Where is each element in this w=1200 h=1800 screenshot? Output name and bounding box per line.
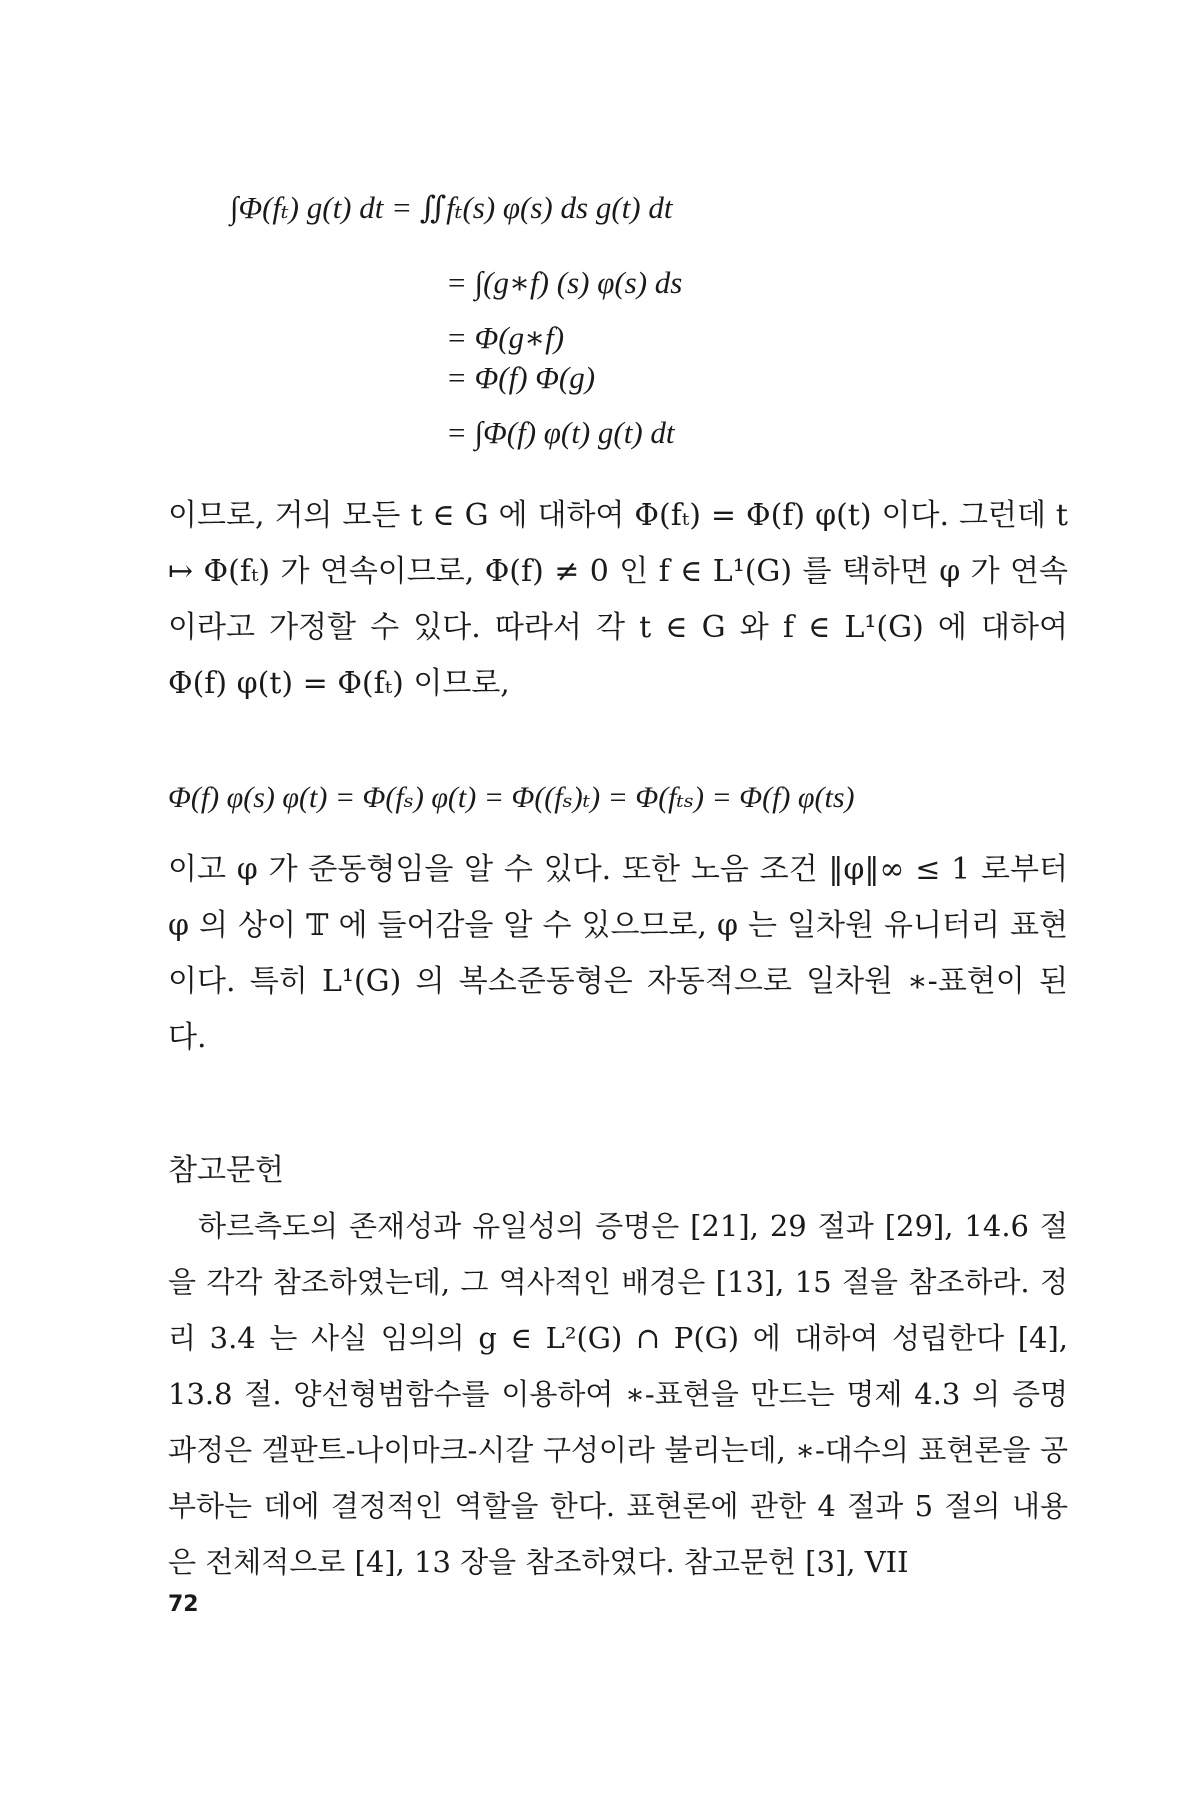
equation-line-4: = Φ(f) Φ(g) <box>446 360 596 395</box>
equation-line-1: ∫Φ(fₜ) g(t) dt = ∬fₜ(s) φ(s) ds g(t) dt <box>230 190 673 225</box>
display-equation: Φ(f) φ(s) φ(t) = Φ(fₛ) φ(t) = Φ((fₛ)ₜ) = Φ(fₜₛ) = Φ(f) φ(ts) <box>168 781 855 814</box>
paragraph-1-text: 이므로, 거의 모든 t ∈ G 에 대하여 Φ(fₜ) = Φ(f) φ(t) 이다. 그런데 t ↦ Φ(fₜ) 가 연속이므로, Φ(f) ≠ 0 인 f ∈ L¹(G) 를 택하면 φ 가 연속이라고 가정할 수 있다. 따라서 각 t ∈ G 와 f ∈ L¹(G) 에 대하여 Φ(f) φ(t) = Φ(fₜ) 이므로, <box>168 498 1068 701</box>
equation-line-2: = ∫(g∗f) (s) φ(s) ds <box>446 265 683 300</box>
equation-line-5: = ∫Φ(f) φ(t) g(t) dt <box>446 415 675 450</box>
page-number: 72 <box>168 1592 199 1617</box>
paragraph-2 <box>168 842 1068 1066</box>
equation-line-3: = Φ(g∗f) <box>446 320 565 355</box>
references-heading: 참고문헌 <box>168 1153 284 1188</box>
references-text: 하르측도의 존재성과 유일성의 증명은 [21], 29 절과 [29], 14.6 절을 각각 참조하였는데, 그 역사적인 배경은 [13], 15 절을 참조하라. 정리 3.4 는 사실 임의의 g ∈ L²(G) ∩ P(G) 에 대하여 성립한다 [4], 13.8 절. 양선형범함수를 이용하여 ∗-표현을 만드는 명제 4.3 의 증명 과정은 겔판트-나이마크-시갈 구성이라 불리는데, ∗-대수의 표현론을 공부하는 데에 결정적인 역할을 한다. 표현론에 관한 4 절과 5 절의 내용은 전체적으로 [4], 13 장을 참조하였다. 참고문헌 [3], VII <box>168 1209 1068 1579</box>
paragraph-2-text: 이고 φ 가 준동형임을 알 수 있다. 또한 노음 조건 ‖φ‖∞ ≤ 1 로부터 φ 의 상이 𝕋 에 들어감을 알 수 있으므로, φ 는 일차원 유니터리 표현이다. 특히 L¹(G) 의 복소준동형은 자동적으로 일차원 ∗-표현이 된다. <box>168 852 1068 1055</box>
paragraph-1 <box>168 488 1068 712</box>
references-body <box>168 1198 1068 1590</box>
